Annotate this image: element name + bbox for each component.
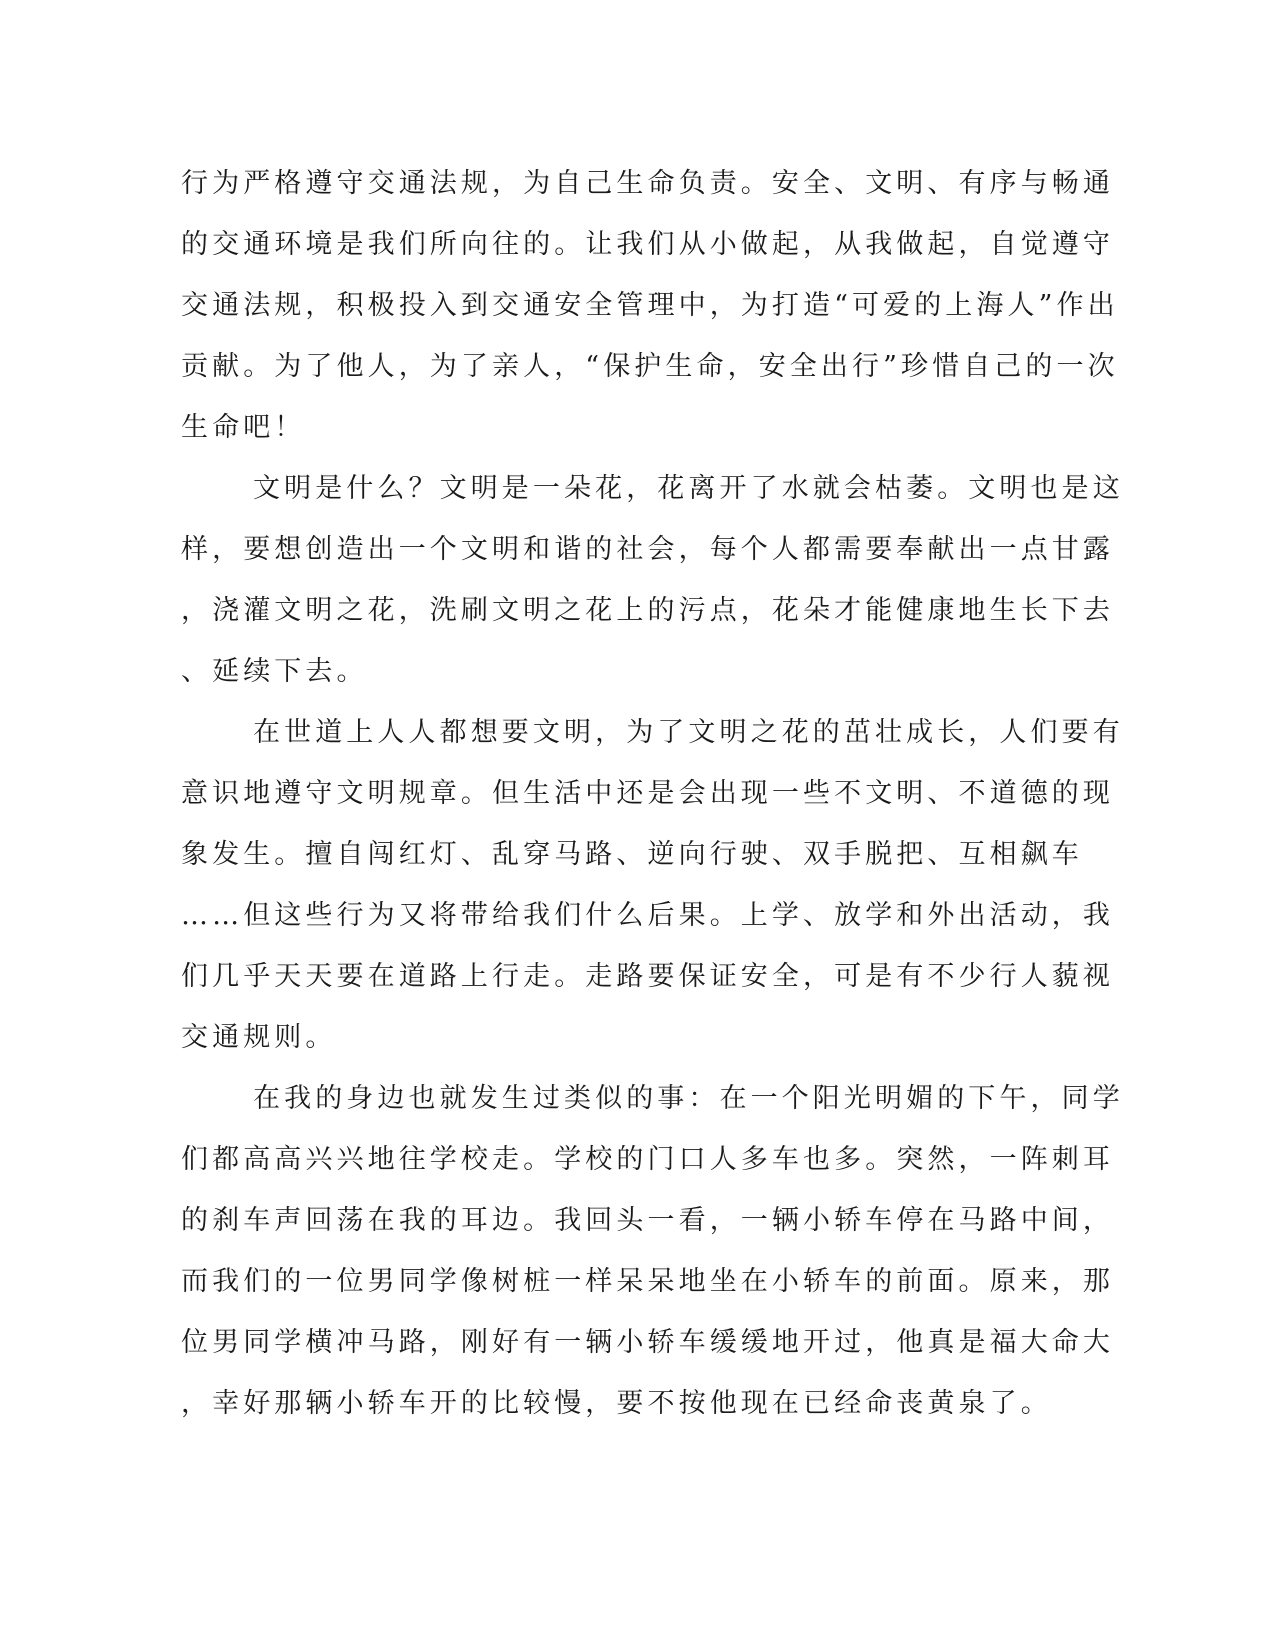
text-line: 的交通环境是我们所向往的。让我们从小做起，从我做起，自觉遵守	[181, 229, 1114, 260]
text-line: 们几乎天天要在道路上行走。走路要保证安全，可是有不少行人藐视	[181, 961, 1114, 992]
text-line: 行为严格遵守交通法规，为自己生命负责。安全、文明、有序与畅通	[181, 168, 1114, 199]
text-line: 象发生。擅自闯红灯、乱穿马路、逆向行驶、双手脱把、互相飙车	[181, 839, 1083, 870]
text-line: ……但这些行为又将带给我们什么后果。上学、放学和外出活动，我	[181, 900, 1114, 931]
text-line: 贡献。为了他人，为了亲人，“保护生命，安全出行”珍惜自己的一次	[181, 351, 1119, 382]
text-line: 意识地遵守文明规章。但生活中还是会出现一些不文明、不道德的现	[181, 778, 1114, 809]
article-body	[181, 150, 1124, 1423]
paragraph-4	[181, 1080, 1124, 1423]
text-line: 样，要想创造出一个文明和谐的社会，每个人都需要奉献出一点甘露	[181, 534, 1114, 565]
text-line: 生命吧！	[181, 412, 306, 443]
paragraph-1	[181, 165, 1119, 447]
paragraph-3	[181, 714, 1124, 1057]
text-line: 文明是什么？文明是一朵花，花离开了水就会枯萎。文明也是这	[253, 473, 1124, 504]
text-line: 的刹车声回荡在我的耳边。我回头一看，一辆小轿车停在马路中间，	[181, 1205, 1114, 1236]
text-line: 、延续下去。	[181, 656, 368, 687]
text-line: 们都高高兴兴地往学校走。学校的门口人多车也多。突然，一阵刺耳	[181, 1144, 1114, 1175]
text-line: ，浇灌文明之花，洗刷文明之花上的污点，花朵才能健康地生长下去	[181, 595, 1114, 626]
paragraph-2	[181, 470, 1124, 691]
text-line: 位男同学横冲马路，刚好有一辆小轿车缓缓地开过，他真是福大命大	[181, 1327, 1114, 1358]
text-line: ，幸好那辆小轿车开的比较慢，要不按他现在已经命丧黄泉了。	[181, 1388, 1052, 1419]
text-line: 交通法规，积极投入到交通安全管理中，为打造“可爱的上海人”作出	[181, 290, 1119, 321]
text-line: 在我的身边也就发生过类似的事：在一个阳光明媚的下午，同学	[253, 1083, 1124, 1114]
text-line: 在世道上人人都想要文明，为了文明之花的茁壮成长，人们要有	[253, 717, 1124, 748]
text-line: 交通规则。	[181, 1022, 337, 1053]
text-line: 而我们的一位男同学像树桩一样呆呆地坐在小轿车的前面。原来，那	[181, 1266, 1114, 1297]
